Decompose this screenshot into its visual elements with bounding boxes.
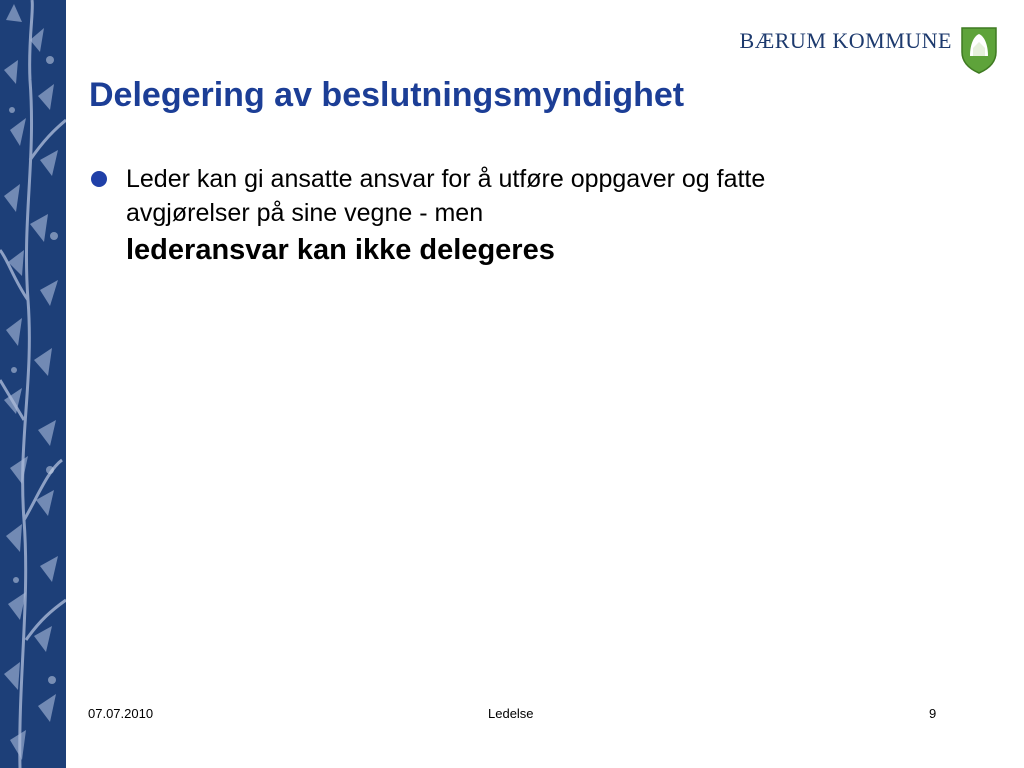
bullet-line-1: Leder kan gi ansatte ansvar for å utføre oppgaver og fatte: [126, 165, 766, 193]
tree-pattern-icon: [0, 0, 66, 768]
logo-text: BÆRUM KOMMUNE: [739, 28, 952, 53]
slide-title: Delegering av beslutningsmyndighet: [89, 76, 685, 114]
footer-topic: Ledelse: [488, 706, 534, 721]
bullet-text: [126, 162, 889, 270]
decorative-tree-band: [0, 0, 66, 768]
baerum-kommune-logo: [740, 26, 998, 74]
bullet-line-2: avgjørelser på sine vegne - men: [126, 199, 484, 227]
page-number: 9: [929, 706, 937, 721]
baerum-shield-icon: [960, 26, 998, 74]
bullet-dot-icon: [91, 171, 107, 187]
bullet-item: [89, 162, 889, 270]
bullet-emphasis: lederansvar kan ikke delegeres: [126, 234, 555, 266]
footer-date: 07.07.2010: [88, 706, 154, 721]
